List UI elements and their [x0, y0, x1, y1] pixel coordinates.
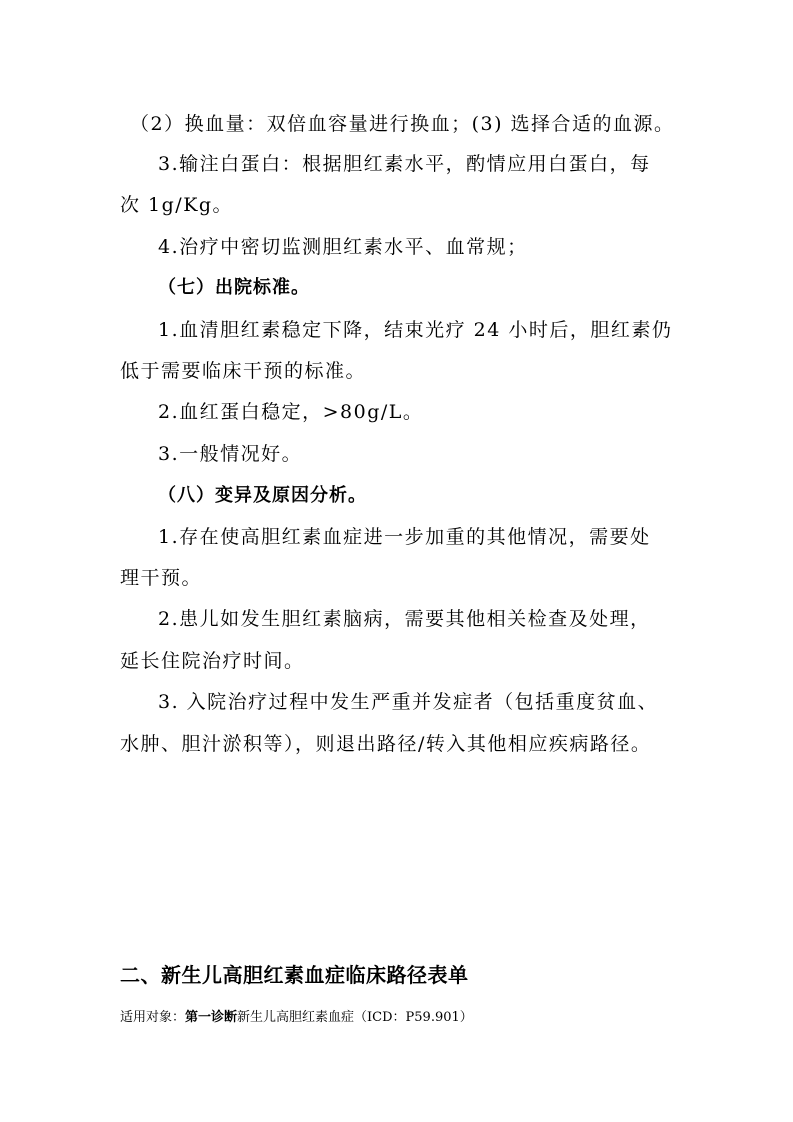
treatment-exchange-volume-line: （2）换血量：双倍血容量进行换血；(3) 选择合适的血源。 — [130, 113, 675, 135]
variation-item-2-line-2: 延长住院治疗时间。 — [120, 650, 305, 672]
applies-diagnosis-name: 新生儿高胆红素血症（ICD：P59.901） — [237, 1010, 473, 1025]
variation-analysis-heading: （八）变异及原因分析。 — [158, 485, 367, 506]
variation-item-3-line-2: 水肿、胆汁淤积等），则退出路径/转入其他相应疾病路径。 — [120, 733, 652, 755]
applies-to-line — [120, 1009, 473, 1027]
section-title: 二、新生儿高胆红素血症临床路径表单 — [120, 963, 469, 987]
albumin-infusion-line-2: 次 1g/Kg。 — [120, 194, 234, 216]
variation-item-3-line-1: 3. 入院治疗过程中发生严重并发症者（包括重度贫血、 — [158, 691, 659, 713]
discharge-item-1-line-2: 低于需要临床干预的标准。 — [120, 360, 367, 382]
variation-item-1-line-2: 理干预。 — [120, 567, 203, 589]
applies-primary-diagnosis: 第一诊断 — [185, 1010, 238, 1025]
albumin-infusion-line-1: 3.输注白蛋白：根据胆红素水平，酌情应用白蛋白，每 — [158, 153, 651, 175]
monitoring-line: 4.治疗中密切监测胆红素水平、血常规； — [158, 236, 528, 258]
discharge-item-1-line-1: 1.血清胆红素稳定下降，结束光疗 24 小时后，胆红素仍 — [158, 319, 673, 341]
discharge-item-3: 3.一般情况好。 — [158, 443, 303, 465]
discharge-item-2: 2.血红蛋白稳定，>80g/L。 — [158, 401, 424, 423]
discharge-criteria-heading: （七）出院标准。 — [158, 277, 310, 298]
variation-item-2-line-1: 2.患儿如发生胆红素脑病，需要其他相关检查及处理， — [158, 608, 651, 630]
variation-item-1-line-1: 1.存在使高胆红素血症进一步加重的其他情况，需要处 — [158, 526, 651, 548]
applies-prefix: 适用对象： — [120, 1010, 186, 1025]
